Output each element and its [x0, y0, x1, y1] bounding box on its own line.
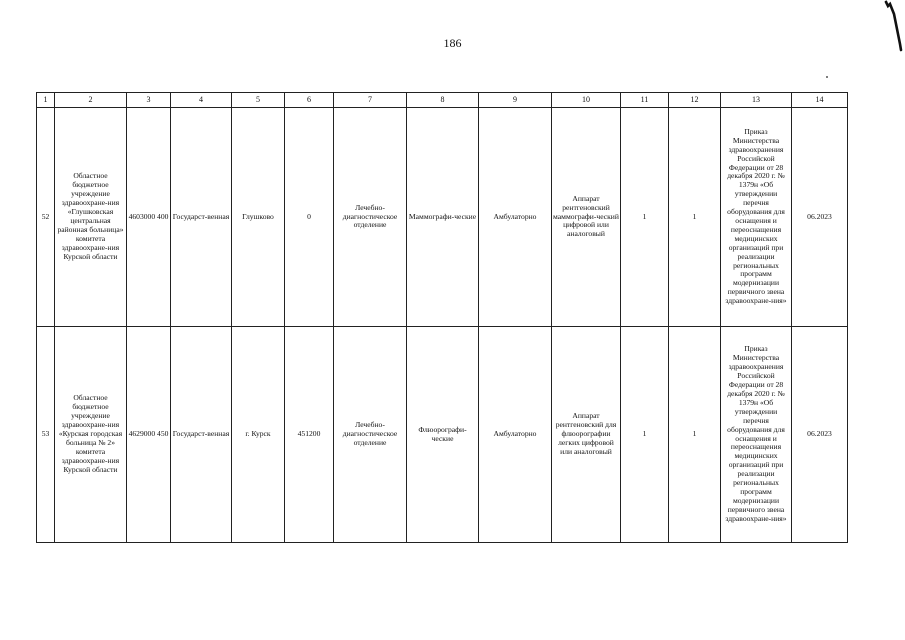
care-type-cell: Амбулаторно — [479, 108, 552, 327]
basis-cell: Приказ Министерства здравоохранения Российской Федерации от 28 декабря 2020 г. № 1379н «Об утверждении перечня оборудования для оснащения и переоснащения медицинских организаций при реализации региональных программ модернизации первичного звена здравоохране-ния» — [721, 327, 792, 543]
department-cell: Лечебно-диагностическое отделение — [334, 108, 407, 327]
basis-cell: Приказ Министерства здравоохранения Российской Федерации от 28 декабря 2020 г. № 1379н «Об утверждении перечня оборудования для оснащения и переоснащения медицинских организаций при реализации региональных программ модернизации первичного звена здравоохране-ния» — [721, 108, 792, 327]
quantity-cell: 1 — [621, 327, 669, 543]
header-row — [37, 93, 848, 108]
column-header: 9 — [479, 93, 552, 108]
column-header: 10 — [552, 93, 621, 108]
equipment-cell: Аппарат рентгеновский для флюорографии легких цифровой или аналоговый — [552, 327, 621, 543]
organization-cell: Областное бюджетное учреждение здравоохране-ния «Курская городская больница № 2» комитета здравоохране-ния Курской области — [55, 327, 127, 543]
column-header: 1 — [37, 93, 55, 108]
code-cell: 4603000 400 — [127, 108, 171, 327]
table-row — [37, 327, 848, 543]
equipment-cell: Аппарат рентгеновский маммографи-ческий цифровой или аналоговый — [552, 108, 621, 327]
profile-cell: Флюорографи-ческие — [407, 327, 479, 543]
scan-mark-icon — [872, 0, 905, 52]
row-number: 52 — [37, 108, 55, 327]
column-header: 7 — [334, 93, 407, 108]
row-number: 53 — [37, 327, 55, 543]
date-cell: 06.2023 — [792, 108, 848, 327]
scan-speck — [826, 76, 828, 78]
care-type-cell: Амбулаторно — [479, 327, 552, 543]
code-cell: 4629000 450 — [127, 327, 171, 543]
ownership-cell: Государст-венная — [171, 108, 232, 327]
ownership-cell: Государст-венная — [171, 327, 232, 543]
table-row — [37, 108, 848, 327]
column-header: 6 — [285, 93, 334, 108]
equipment-table — [36, 92, 848, 543]
profile-cell: Маммографи-ческие — [407, 108, 479, 327]
page-number: 186 — [443, 36, 462, 50]
column-header: 3 — [127, 93, 171, 108]
postal-cell: 451200 — [285, 327, 334, 543]
column-header: 4 — [171, 93, 232, 108]
column-header: 11 — [621, 93, 669, 108]
column-header: 2 — [55, 93, 127, 108]
quantity-cell: 1 — [669, 327, 721, 543]
locality-cell: Глушково — [232, 108, 285, 327]
postal-cell: 0 — [285, 108, 334, 327]
column-header: 8 — [407, 93, 479, 108]
quantity-cell: 1 — [669, 108, 721, 327]
column-header: 13 — [721, 93, 792, 108]
organization-cell: Областное бюджетное учреждение здравоохране-ния «Глушковская центральная районная больница» комитета здравоохране-ния Курской области — [55, 108, 127, 327]
column-header: 12 — [669, 93, 721, 108]
department-cell: Лечебно-диагностическое отделение — [334, 327, 407, 543]
date-cell: 06.2023 — [792, 327, 848, 543]
column-header: 14 — [792, 93, 848, 108]
column-header: 5 — [232, 93, 285, 108]
locality-cell: г. Курск — [232, 327, 285, 543]
quantity-cell: 1 — [621, 108, 669, 327]
